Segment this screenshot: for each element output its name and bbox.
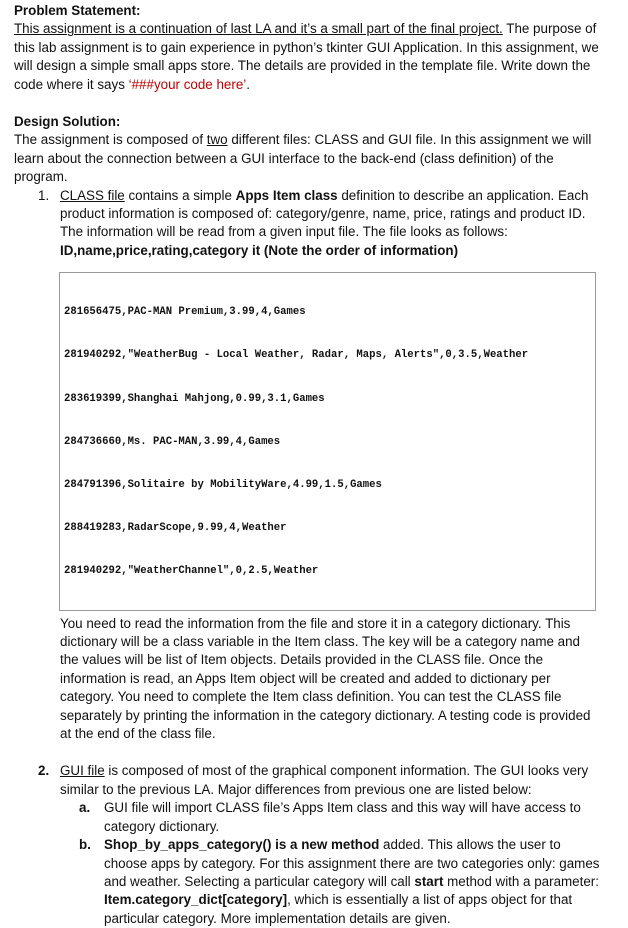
code-line: 284791396,Solitaire by MobilityWare,4.99,1.5,Games — [64, 478, 382, 491]
problem-underlined-text: This assignment is a continuation of last LA and it’s a small part of the final project. — [14, 21, 503, 37]
list-item-2 — [0, 762, 628, 799]
code-line: 288419283,RadarScope,9.99,4,Weather — [64, 522, 287, 535]
sub-item-a — [0, 799, 628, 836]
item1-after-paragraph: You need to read the information from the file and store it in a category dictionary. This dictionary will be a class variable in the Item class. The key will be a category name and the values will be list of Item objects. Details provided in the CLASS file. Once the information is read, an Apps Item object will be created and added to dictionary per category. You need to complete the Item class definition. You can test the CLASS file separately by printing the information in the category dictionary. A testing code is provided at the end of the class file. — [60, 615, 591, 742]
list-item-1 — [0, 187, 628, 261]
item1-number: 1. — [38, 187, 50, 203]
design-intro-b: different files: CLASS and GUI file. In this assignment we will learn about the connection between a GUI interface to the back-end (class definition) of the program. — [14, 132, 592, 185]
sub-item-b-start: start — [414, 873, 444, 889]
design-solution — [0, 113, 628, 187]
item2-number: 2. — [38, 763, 50, 779]
code-line: 281940292,"WeatherChannel",0,2.5,Weather — [64, 565, 319, 578]
gui-file-link-text: GUI file — [60, 763, 105, 779]
design-intro-a: The assignment is composed of — [14, 132, 207, 148]
problem-heading: Problem Statement: — [14, 3, 141, 18]
problem-statement — [0, 2, 628, 94]
item1-format-note: ID,name,price,rating,category it (Note the order of information) — [60, 242, 459, 258]
sub-item-b-param: Item.category_dict[category] — [104, 892, 288, 908]
sample-input-code-box — [59, 272, 596, 610]
problem-body-text: The purpose of this lab assignment is to gain experience in python’s tkinter GUI Application. In this assignment, we will design a simple small apps store. The details are provided in the template file. Write down the code where it says — [14, 21, 599, 92]
design-heading: Design Solution: — [14, 114, 121, 130]
code-placeholder-text: ‘###your code here’ — [128, 76, 247, 92]
item1-text-1: contains a simple — [124, 187, 236, 203]
code-line: 284736660,Ms. PAC-MAN,3.99,4,Games — [64, 435, 281, 448]
sub-item-b-text-3: , which is essentially a list of apps object for that particular category. More implementation details are given. — [104, 892, 573, 926]
sub-item-a-label: a. — [79, 800, 91, 816]
code-line: 281656475,PAC-MAN Premium,3.99,4,Games — [64, 306, 306, 319]
code-line: 281940292,"WeatherBug - Local Weather, Radar, Maps, Alerts",0,3.5,Weather — [64, 349, 529, 362]
sub-item-a-text: GUI file will import CLASS file’s Apps Item class and this way will have access to category dictionary. — [104, 800, 581, 834]
design-intro — [14, 131, 602, 186]
item1-text-2: definition to describe an application. Each product information is composed of: category/genre, name, price, ratings and product ID. The information will be read from a given input file. The file looks as follows: — [60, 187, 589, 240]
problem-paragraph — [14, 20, 602, 94]
item2-text: is composed of most of the graphical component information. The GUI looks very similar to the previous LA. Major differences from previous one are listed below: — [60, 763, 589, 797]
code-line: 283619399,Shanghai Mahjong,0.99,3.1,Games — [64, 392, 325, 405]
design-intro-two: two — [206, 132, 228, 148]
item1-bold-1: Apps Item class — [235, 187, 338, 203]
sub-item-b-text-1: added. This allows the user to choose apps by category. For this assignment there are two categories only: games and weather. Selecting a particular category will call — [104, 837, 600, 889]
class-file-link-text: CLASS file — [60, 187, 125, 203]
sub-item-b-label: b. — [79, 837, 91, 853]
sub-item-b-bold: Shop_by_apps_category() is a new method — [104, 837, 380, 853]
problem-end: . — [246, 76, 250, 92]
sub-item-b — [0, 836, 628, 928]
sub-item-b-text-2: method with a parameter: — [443, 873, 599, 889]
